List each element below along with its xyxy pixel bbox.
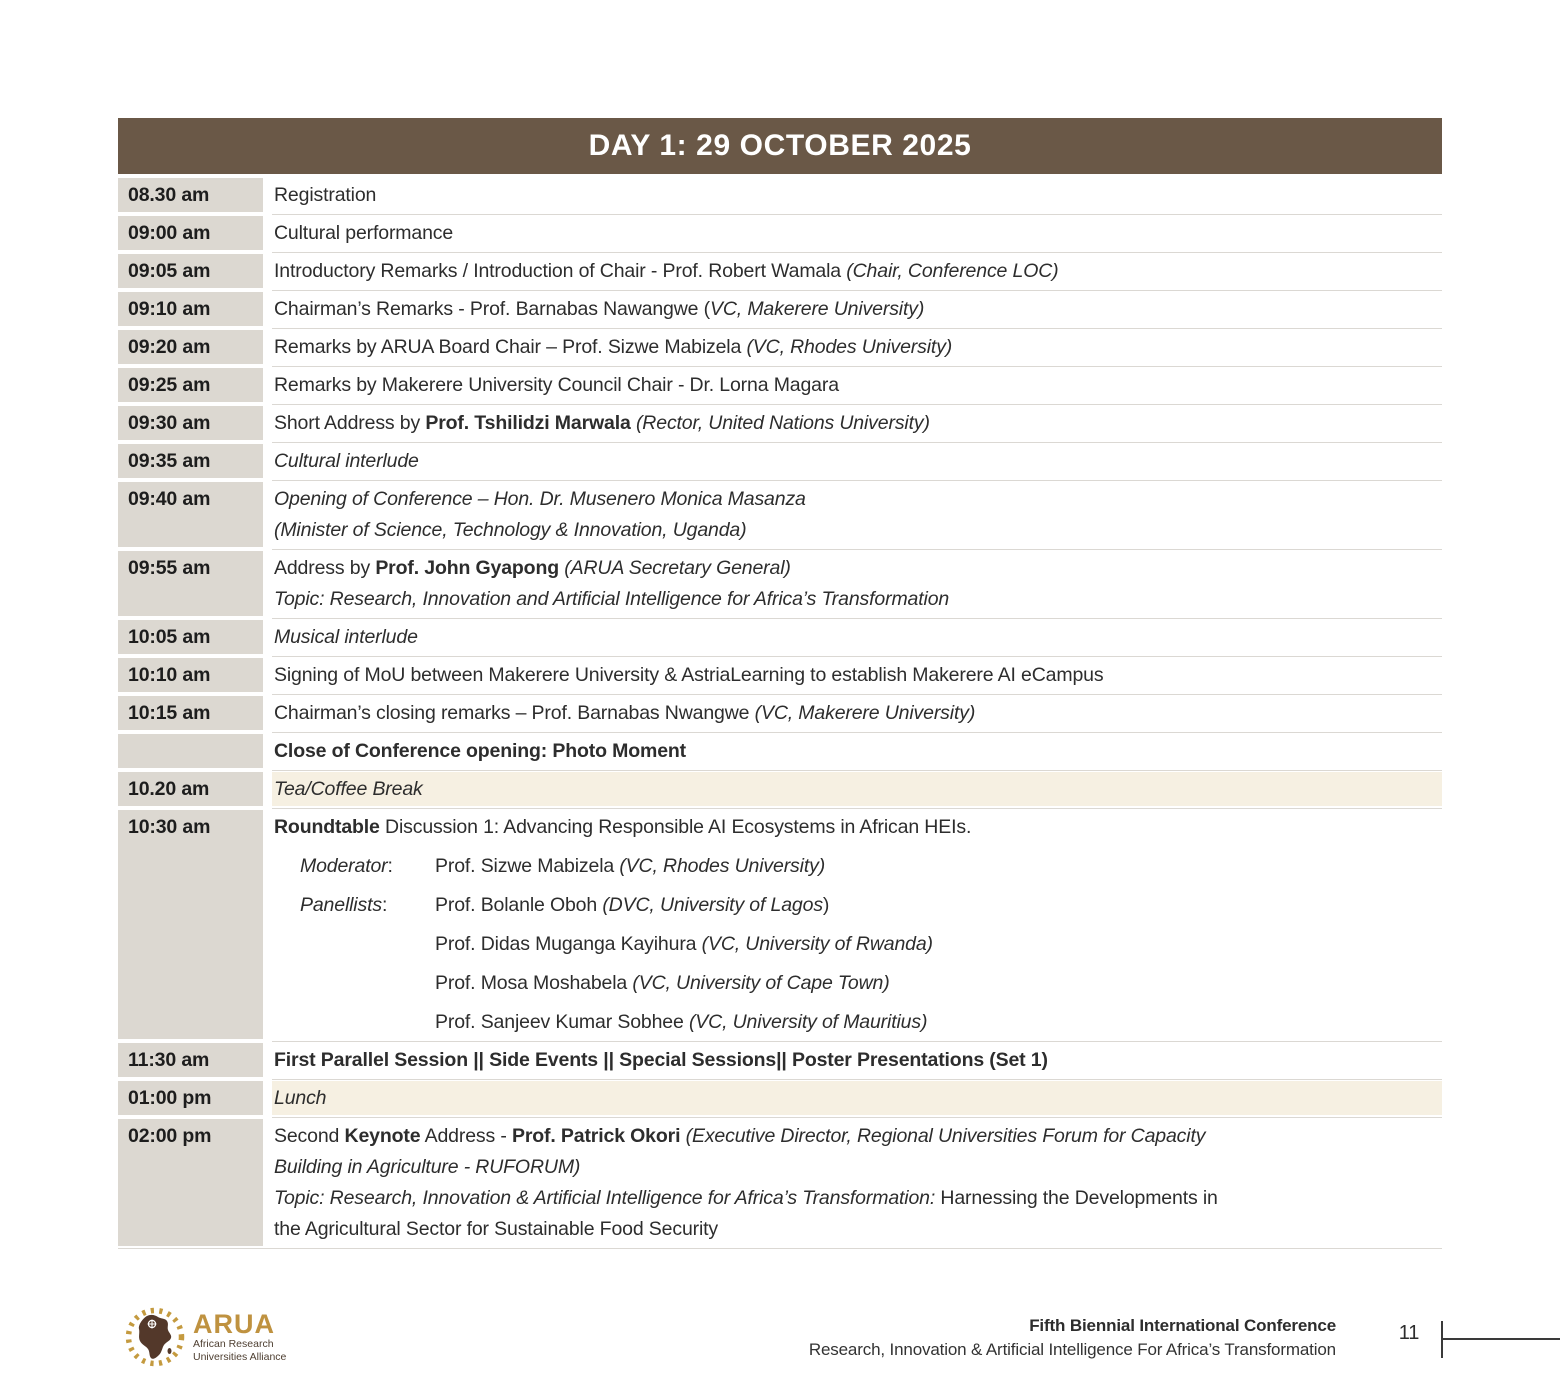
table-row (118, 292, 1442, 326)
schedule-rows (118, 178, 1442, 1246)
event-line (274, 220, 1428, 246)
page-marker-horizontal-line (1441, 1338, 1560, 1340)
time-cell: 02:00 pm (118, 1119, 263, 1246)
event-cell (272, 1119, 1442, 1246)
event-line (274, 486, 1428, 512)
text-run: Chairman’s Remarks - Prof. Barnabas Nawangwe ( (274, 298, 710, 320)
text-run: (VC, Makerere University) (754, 702, 976, 724)
text-run: Registration (274, 184, 377, 206)
role-label (300, 853, 435, 879)
conference-title: Fifth Biennial International Conference (1029, 1316, 1336, 1335)
arua-emblem-icon (124, 1306, 186, 1368)
text-run: Prof. Patrick Okori (511, 1125, 681, 1147)
text-run: (DVC, University of Lagos (602, 894, 823, 916)
time-cell: 10:30 am (118, 810, 263, 1039)
text-run: VC, Makerere University) (710, 298, 925, 320)
schedule-table (118, 118, 1442, 1250)
text-run: Cultural performance (274, 222, 454, 244)
conference-subtitle: Research, Innovation & Artificial Intelligence For Africa’s Transformation (808, 1340, 1336, 1359)
text-run: Remarks by Makerere University Council Chair - Dr. Lorna Magara (274, 374, 839, 396)
event-line (274, 517, 1428, 543)
role-label (300, 931, 435, 957)
table-row (118, 1081, 1442, 1115)
text-run: Address - (420, 1125, 512, 1147)
logo-tagline-line1: African Research (193, 1338, 274, 1350)
text-run: Prof. Sanjeev Kumar Sobhee (435, 1011, 689, 1033)
event-line (274, 182, 1428, 208)
event-cell (272, 810, 1442, 1039)
table-row (118, 658, 1442, 692)
logo-text (193, 1310, 286, 1364)
event-cell (272, 1081, 1442, 1115)
table-row (118, 1119, 1442, 1246)
day-header (118, 118, 1442, 174)
text-run: (Chair, Conference LOC) (846, 260, 1059, 282)
event-cell (272, 620, 1442, 654)
time-cell (118, 734, 263, 768)
table-row (118, 1043, 1442, 1077)
day-title: DAY 1: 29 OCTOBER 2025 (588, 129, 972, 162)
text-run: Short Address by (274, 412, 426, 434)
event-cell (272, 734, 1442, 768)
event-line (274, 1047, 1428, 1073)
text-run: Prof. Sizwe Mabizela (435, 855, 620, 877)
event-cell (272, 551, 1442, 616)
table-row (118, 696, 1442, 730)
event-line (274, 372, 1428, 398)
text-run: (VC, University of Mauritius) (688, 1011, 928, 1033)
event-line (274, 1154, 1428, 1180)
event-line (274, 814, 1428, 840)
role-value (435, 853, 1428, 879)
table-row (118, 620, 1442, 654)
event-cell (272, 444, 1442, 478)
text-run: Discussion 1: Advancing Responsible AI Ecosystems in African HEIs. (379, 816, 972, 838)
text-run: Roundtable (274, 816, 380, 838)
text-run: Signing of MoU between Makerere University & AstriaLearning to establish Makerere AI eCampus (274, 664, 1104, 686)
text-run: Second (274, 1125, 345, 1147)
table-row (118, 216, 1442, 250)
event-cell (272, 658, 1442, 692)
text-run: Chairman’s closing remarks – Prof. Barnabas Nwangwe (274, 702, 755, 724)
text-run: (VC, Rhodes University) (619, 855, 826, 877)
table-row (118, 551, 1442, 616)
event-line (274, 892, 1428, 918)
text-run: Lunch (274, 1087, 327, 1109)
role-label (300, 970, 435, 996)
text-run: Topic: Research, Innovation & Artificial Intelligence for Africa’s Transformation: (274, 1187, 936, 1209)
event-line (274, 1185, 1428, 1211)
text-run: Musical interlude (274, 626, 418, 648)
table-row (118, 482, 1442, 547)
time-cell: 08.30 am (118, 178, 263, 212)
event-cell (272, 482, 1442, 547)
text-run: Panellists (300, 894, 382, 916)
text-run: Address by (274, 557, 376, 579)
text-run: (VC, University of Rwanda) (701, 933, 933, 955)
event-line (274, 334, 1428, 360)
text-run: Prof. Didas Muganga Kayihura (435, 933, 702, 955)
table-row (118, 254, 1442, 288)
text-run: Remarks by ARUA Board Chair – Prof. Sizwe Mabizela (274, 336, 747, 358)
event-line (274, 624, 1428, 650)
table-row (118, 772, 1442, 806)
event-line (274, 1123, 1428, 1149)
footer-conference-info (809, 1316, 1336, 1360)
text-run: Moderator (300, 855, 388, 877)
role-value (435, 970, 1428, 996)
event-line (274, 448, 1428, 474)
table-row (118, 368, 1442, 402)
time-cell: 09:40 am (118, 482, 263, 547)
text-run: Cultural interlude (274, 450, 419, 472)
logo-tagline-line2: Universities Alliance (193, 1351, 287, 1363)
text-run: (Minister of Science, Technology & Innovation, Uganda) (274, 519, 747, 541)
time-cell: 09:35 am (118, 444, 263, 478)
event-line (274, 776, 1428, 802)
role-value (435, 1009, 1428, 1035)
time-cell: 11:30 am (118, 1043, 263, 1077)
table-row (118, 330, 1442, 364)
event-cell (272, 696, 1442, 730)
text-run: Tea/Coffee Break (274, 778, 423, 800)
text-run: ) (822, 894, 830, 916)
text-run: (ARUA Secretary General) (564, 557, 791, 579)
time-cell: 09:30 am (118, 406, 263, 440)
time-cell: 09:25 am (118, 368, 263, 402)
text-run: : (381, 894, 388, 916)
text-run: (VC, University of Cape Town) (632, 972, 890, 994)
event-line (274, 555, 1428, 581)
event-line (274, 662, 1428, 688)
text-run: the Agricultural Sector for Sustainable Food Security (274, 1218, 719, 1240)
arua-logo (124, 1306, 286, 1368)
time-cell: 09:55 am (118, 551, 263, 616)
event-line (274, 700, 1428, 726)
text-run: Harnessing the Developments in (935, 1187, 1218, 1209)
text-run: : (387, 855, 393, 877)
event-cell (272, 216, 1442, 250)
text-run: First Parallel Session || Side Events || Special Sessions|| Poster Presentations (Set 1) (274, 1049, 1048, 1071)
role-label (300, 892, 435, 918)
table-row (118, 734, 1442, 768)
text-run: (Executive Director, Regional Universities Forum for Capacity (685, 1125, 1206, 1147)
event-line (274, 970, 1428, 996)
text-run: Close of Conference opening: Photo Moment (274, 740, 687, 762)
event-cell (272, 772, 1442, 806)
role-label (300, 1009, 435, 1035)
time-cell: 09:05 am (118, 254, 263, 288)
table-row (118, 406, 1442, 440)
event-line (274, 853, 1428, 879)
event-line (274, 296, 1428, 322)
event-line (274, 410, 1428, 436)
event-cell (272, 406, 1442, 440)
time-cell: 09:10 am (118, 292, 263, 326)
event-line (274, 738, 1428, 764)
role-value (435, 892, 1428, 918)
text-run: Topic: Research, Innovation and Artificial Intelligence for Africa’s Transformation (274, 588, 950, 610)
role-value (435, 931, 1428, 957)
text-run: (Rector, United Nations University) (635, 412, 930, 434)
text-run: Prof. Bolanle Oboh (435, 894, 603, 916)
text-run: Prof. John Gyapong (375, 557, 559, 579)
event-line (274, 1085, 1428, 1111)
text-run: Prof. Mosa Moshabela (435, 972, 633, 994)
table-row (118, 810, 1442, 1039)
time-cell: 09:20 am (118, 330, 263, 364)
table-row (118, 444, 1442, 478)
time-cell: 10:05 am (118, 620, 263, 654)
time-cell: 10.20 am (118, 772, 263, 806)
event-cell (272, 368, 1442, 402)
text-run: Opening of Conference – Hon. Dr. Musenero Monica Masanza (274, 488, 806, 510)
event-line (274, 258, 1428, 284)
text-run: Building in Agriculture - RUFORUM) (274, 1156, 581, 1178)
table-row (118, 178, 1442, 212)
text-run: (VC, Rhodes University) (746, 336, 953, 358)
time-cell: 10:10 am (118, 658, 263, 692)
time-cell: 10:15 am (118, 696, 263, 730)
event-line (274, 1009, 1428, 1035)
event-cell (272, 330, 1442, 364)
text-run: Introductory Remarks / Introduction of Chair - Prof. Robert Wamala (274, 260, 847, 282)
page-number: 11 (1398, 1322, 1420, 1344)
event-line (274, 931, 1428, 957)
event-line (274, 1216, 1428, 1242)
logo-acronym: ARUA (193, 1309, 275, 1339)
text-run: Prof. Tshilidzi Marwala (425, 412, 631, 434)
time-cell: 01:00 pm (118, 1081, 263, 1115)
text-run: Keynote (344, 1125, 421, 1147)
event-cell (272, 254, 1442, 288)
event-cell (272, 292, 1442, 326)
event-line (274, 586, 1428, 612)
event-cell (272, 178, 1442, 212)
event-cell (272, 1043, 1442, 1077)
time-cell: 09:00 am (118, 216, 263, 250)
